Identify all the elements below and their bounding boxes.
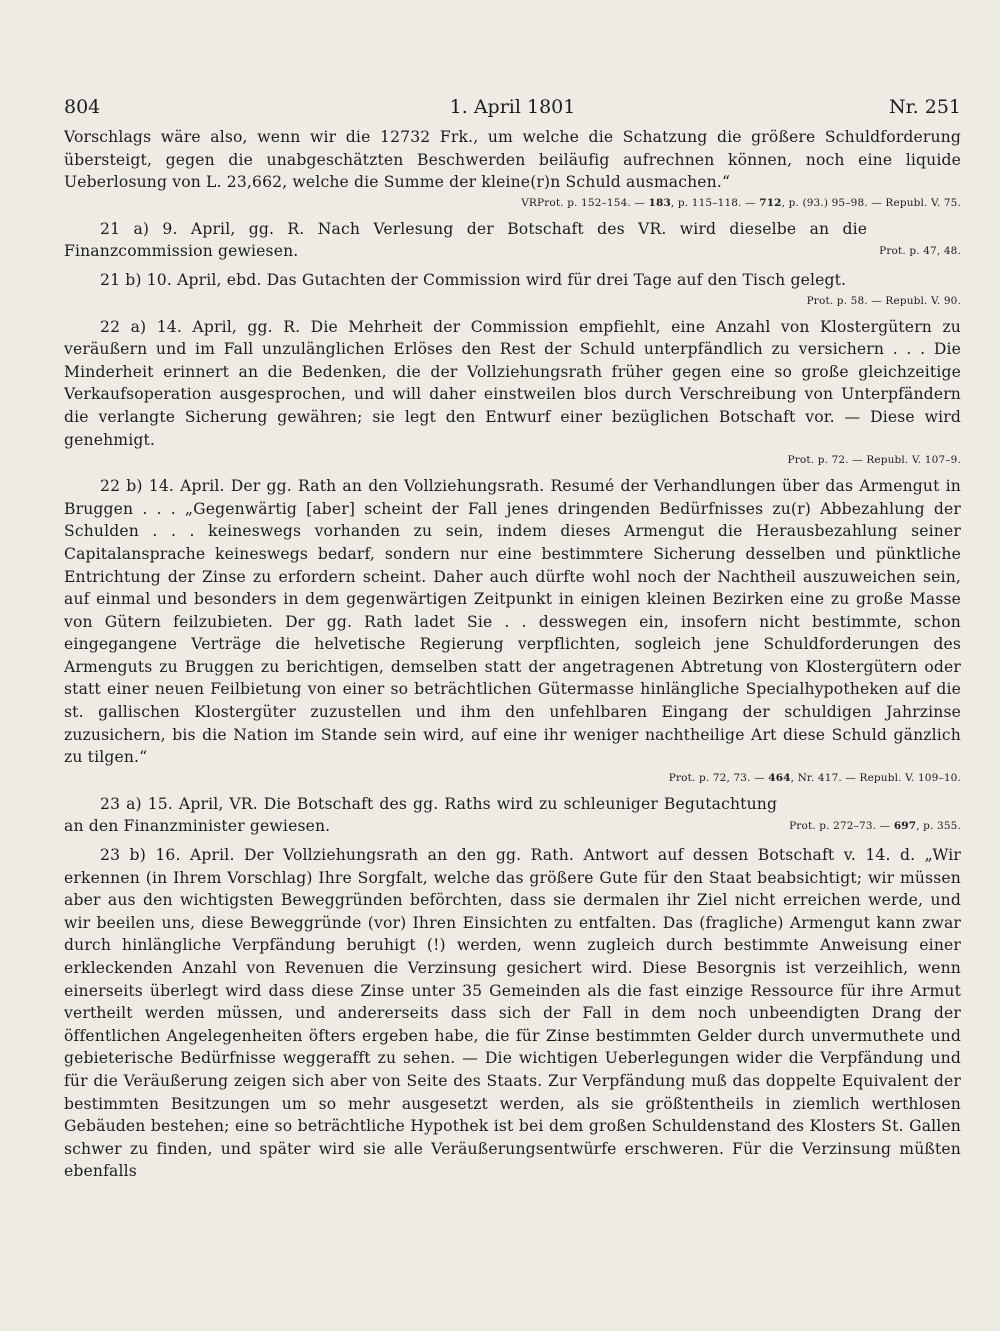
paragraph-23b: 23 b) 16. April. Der Vollziehungsrath an den gg. Rath. Antwort auf dessen Botschaft v. 14. d. „Wir erkennen (in Ihrem Vorschlag) Ihre Sorgfalt, welche das größere Gute für den Staat beabsichtigt; wir müssen aber aus den wichtigsten Beweggründen beförchten, dass sie dermalen ihr Ziel nicht erreichen werde, und wir beeilen uns, diese Beweggründe (vor) Ihren Einsichten zu entfalten. Das (fragliche) Armengut kann zwar durch hinlängliche Verpfändung beruhigt (!) werden, wenn zugleich durch bestimmte Anweisung einer erkleckenden Anzahl von Revenuen die Verzinsung gesichert wird. Diese Besorgnis ist verzeihlich, wenn einerseits überlegt wird dass diese Zinse unter 35 Gemeinden als die fast einzige Ressource für ihre Armut vertheilt werden müssen, und andererseits dass sich der Fall in dem noch unbeendigten Drang der öffentlichen Angelegenheiten öfters ergeben habe, die für Zinse bestimmten Gelder durch unvermuthete und gebieterische Bedürfnisse weggerafft zu sehen. — Die wichtigen Ueberlegungen wider die Verpfändung und für die Veräußerung zeigen sich aber von Seite des Staats. Zur Verpfändung muß das doppelte Equivalent der bestimmten Besitzungen um so mehr ausgesetzt werden, als sie größtentheils in ziemlich werthlosen Gebäuden bestehen; eine so beträchtliche Hypothek ist bei dem großen Schuldenstand des Klosters St. Gallen schwer zu finden, und später wird sie alle Veräußerungsentwürfe erschweren. Für die Verzinsung müßten ebenfalls bbox=[64, 846, 961, 1181]
paragraph-23a: 23 a) 15. April, VR. Die Botschaft des gg. Raths wird zu schleuniger Begutachtung an den Finanzminister gewiesen. bbox=[64, 794, 778, 836]
paragraph-21a: 21 a) 9. April, gg. R. Nach Verlesung der Botschaft des VR. wird dieselbe an die Finanzcommission gewiesen. bbox=[64, 219, 868, 261]
page-number: 804 bbox=[64, 96, 101, 118]
document-page bbox=[64, 96, 961, 1183]
reference-line: Prot. p. 72. — Republ. V. 107–9. bbox=[787, 454, 961, 467]
page-header bbox=[64, 96, 961, 126]
reference-line: VRProt. p. 152–154. — 183, p. 115–118. — 712, p. (93.) 95–98. — Republ. V. 75. bbox=[521, 196, 961, 209]
document-body bbox=[64, 126, 961, 1183]
running-date: 1. April 1801 bbox=[449, 96, 576, 118]
reference-line: Prot. p. 72, 73. — 464, Nr. 417. — Republ. V. 109–10. bbox=[668, 771, 961, 784]
reference-line: Prot. p. 47, 48. bbox=[879, 245, 961, 258]
paragraph-continuation: Vorschlags wäre also, wenn wir die 12732 Frk., um welche die Schatzung die größere Schuldforderung übersteigt, gegen die unabgeschätzten Beschwerden beiläufig aufrechnen können, noch eine liquide Ueberlosung von L. 23,662, welche die Summe der kleine(r)n Schuld ausmachen.“ bbox=[64, 128, 961, 192]
paragraph-21b: 21 b) 10. April, ebd. Das Gutachten der Commission wird für drei Tage auf den Tisch gelegt. bbox=[100, 270, 847, 289]
paragraph-22a: 22 a) 14. April, gg. R. Die Mehrheit der Commission empfiehlt, eine Anzahl von Klostergütern zu veräußern und im Fall unzulänglichen Erlöses den Rest der Schuld unterpfändlich zu versichern . . . Die Minderheit erinnert an die Bedenken, die der Vollziehungsrath früher gegen eine so große gleichzeitige Verkaufsoperation ausgesprochen, und will daher einstweilen blos durch Verschreibung von Unterpfändern die verlangte Sicherung gewähren; sie legt den Entwurf einer bezüglichen Botschaft vor. — Diese wird genehmigt. bbox=[64, 317, 961, 449]
document-number: Nr. 251 bbox=[889, 96, 961, 118]
paragraph-22b: 22 b) 14. April. Der gg. Rath an den Vollziehungsrath. Resumé der Verhandlungen über das Armengut in Bruggen . . . „Gegenwärtig [aber] scheint der Fall jenes dringenden Bedürfnisses zu(r) Abbezahlung der Schulden . . . keineswegs vorhanden zu sein, indem dieses Armengut die Herausbezahlung seiner Capitalansprache keineswegs bedarf, sondern nur eine bestimmtere Sicherung desselben und pünktliche Entrichtung der Zinse zu erfordern scheint. Daher auch dürfte wohl noch der Nachtheil auszuweichen sein, auf einmal und besonders in dem gegenwärtigen Zeitpunkt in einigen kleinen Bezirken eine zu große Masse von Gütern feilzubieten. Der gg. Rath ladet Sie . . desswegen ein, insofern nicht bestimmte, schon eingegangene Verträge die helvetische Regierung verpflichten, sogleich jene Schuldforderungen des Armenguts zu Bruggen zu berichtigen, demselben statt der angetragenen Abtretung von Klostergütern oder statt einer neuen Feilbietung von einer so beträchtlichen Gütermasse hinlängliche Specialhypotheken auf die st. gallischen Klostergüter zuzustellen und ihm den unfehlbaren Eingang der schuldigen Jahrzinse zuzusichern, bis die Nation im Stande sein wird, auf eine ihr weniger nachtheilige Art diese Schuld gänzlich zu tilgen.“ bbox=[64, 477, 961, 767]
reference-line: Prot. p. 272–73. — 697, p. 355. bbox=[789, 820, 961, 833]
reference-line: Prot. p. 58. — Republ. V. 90. bbox=[806, 294, 961, 307]
